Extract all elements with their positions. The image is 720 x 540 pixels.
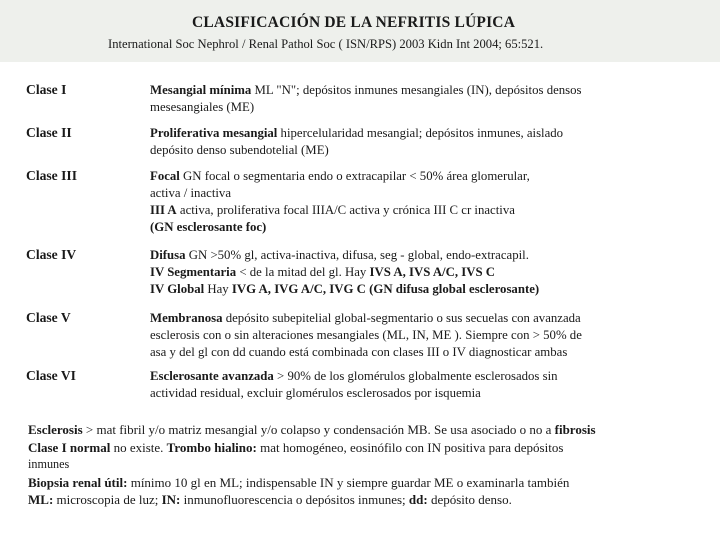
note-line <box>28 439 708 457</box>
note-bold: IN: <box>161 492 181 508</box>
desc-line <box>150 99 700 116</box>
desc-line <box>150 368 700 385</box>
desc-line <box>150 202 700 219</box>
desc-text: mesesangiales (ME) <box>150 100 255 114</box>
note-line <box>28 474 708 492</box>
class-label: Clase VI <box>26 368 76 383</box>
desc-line <box>150 281 700 298</box>
note-line <box>28 421 708 439</box>
note-text: inmunes <box>28 457 70 472</box>
desc-line <box>150 327 700 344</box>
desc-text: < de la mitad del gl. Hay <box>236 265 370 279</box>
note-bold: Clase I normal <box>28 439 111 455</box>
class-label: Clase IV <box>26 247 77 262</box>
note-bold: dd: <box>408 492 428 508</box>
desc-text: hipercelularidad mesangial; depósitos inmunes, aislado <box>277 126 564 140</box>
desc-bold: Mesangial mínima <box>150 83 252 97</box>
desc-bold: IVS A, IVS A/C, IVS C <box>369 265 496 279</box>
desc-line <box>150 264 700 281</box>
desc-bold: Membranosa <box>150 311 223 325</box>
note-bold: ML: <box>28 492 54 508</box>
desc-line <box>150 219 700 236</box>
desc-line <box>150 82 700 99</box>
class-description <box>150 310 700 361</box>
note-text: no existe. <box>110 439 167 455</box>
class-label: Clase V <box>26 310 71 325</box>
desc-text: Hay <box>204 282 232 296</box>
desc-text: activa, proliferativa focal IIIA/C activa y crónica III C cr inactiva <box>176 203 515 217</box>
note-line <box>28 456 708 474</box>
desc-text: GN >50% gl, activa-inactiva, difusa, seg - global, endo-extracapil. <box>185 248 529 262</box>
desc-line <box>150 142 700 159</box>
note-bold: Biopsia renal útil: <box>28 474 128 490</box>
note-text: depósito denso. <box>427 492 512 508</box>
footnotes <box>28 421 708 509</box>
note-bold: Esclerosis <box>28 422 83 437</box>
desc-bold: III A <box>150 203 177 217</box>
class-description <box>150 368 700 402</box>
desc-line <box>150 125 700 142</box>
header-band <box>0 0 720 62</box>
class-label: Clase III <box>26 168 77 183</box>
desc-bold: IVG A, IVG A/C, IVG C (GN difusa global esclerosante) <box>231 282 540 296</box>
note-text: mínimo 10 gl en ML; indispensable IN y siempre guardar ME o examinarla también <box>127 474 570 490</box>
note-text: mat homogéneo, eosinófilo con IN positiva para depósitos <box>256 439 564 455</box>
desc-text: depósito subepitelial global-segmentario o sus secuelas con avanzada <box>222 311 581 325</box>
note-line <box>28 491 708 509</box>
desc-text: activa / inactiva <box>150 186 232 200</box>
desc-text: ML "N"; depósitos inmunes mesangiales (IN), depósitos densos <box>251 83 582 97</box>
class-description <box>150 82 700 116</box>
desc-bold: Proliferativa mesangial <box>150 126 278 140</box>
class-label: Clase II <box>26 125 72 140</box>
desc-bold: Focal <box>150 169 180 183</box>
class-description <box>150 247 700 298</box>
desc-line <box>150 385 700 402</box>
desc-text: depósito denso subendotelial (ME) <box>150 143 329 157</box>
note-text: microscopia de luz; <box>53 492 162 508</box>
class-label: Clase I <box>26 82 67 97</box>
desc-line <box>150 344 700 361</box>
desc-line <box>150 247 700 264</box>
desc-text: > 90% de los glomérulos globalmente esclerosados sin <box>273 369 558 383</box>
note-bold: Trombo hialino: <box>166 439 257 455</box>
desc-line <box>150 310 700 327</box>
desc-bold: Esclerosante avanzada <box>150 369 274 383</box>
desc-text: actividad residual, excluir glomérulos esclerosados por isquemia <box>150 386 481 400</box>
desc-text: asa y del gl con dd cuando está combinada con clases III o IV diagnosticar ambas <box>150 345 568 359</box>
page-subtitle: International Soc Nephrol / Renal Pathol Soc ( ISN/RPS) 2003 Kidn Int 2004; 65:521. <box>108 37 544 51</box>
desc-bold: (GN esclerosante foc) <box>150 220 267 234</box>
note-text: inmunofluorescencia o depósitos inmunes; <box>180 492 409 508</box>
desc-line <box>150 168 700 185</box>
page-title: CLASIFICACIÓN DE LA NEFRITIS LÚPICA <box>192 14 516 31</box>
desc-text: esclerosis con o sin alteraciones mesangiales (ML, IN, ME ). Siempre con > 50% de <box>150 328 582 342</box>
class-description <box>150 168 700 236</box>
class-description <box>150 125 700 159</box>
desc-bold: IV Segmentaria <box>150 265 237 279</box>
note-text: > mat fibril y/o matriz mesangial y/o colapso y condensación MB. Se usa asociado o no a <box>82 422 555 437</box>
note-bold: fibrosis <box>554 422 596 437</box>
desc-text: GN focal o segmentaria endo o extracapilar < 50% área glomerular, <box>179 169 530 183</box>
desc-bold: IV Global <box>150 282 205 296</box>
desc-line <box>150 185 700 202</box>
desc-bold: Difusa <box>150 248 186 262</box>
